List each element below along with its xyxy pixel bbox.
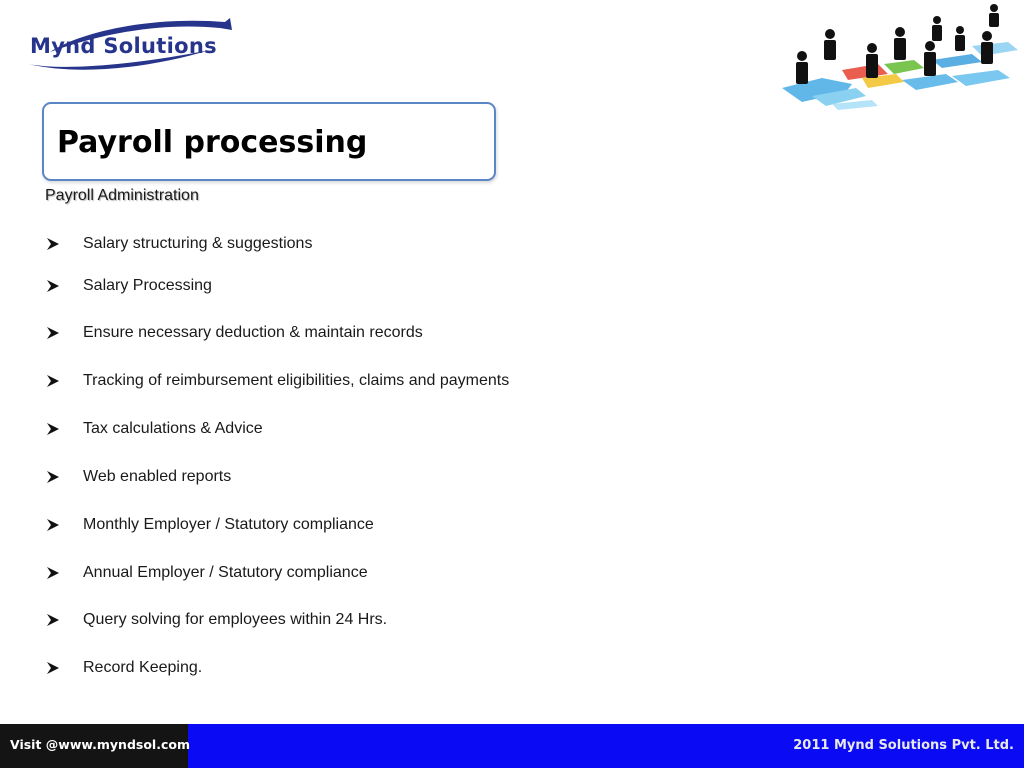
slide-title: Payroll processing: [57, 125, 368, 160]
arrow-bullet-icon: [45, 517, 61, 533]
list-item-text: Salary Processing: [83, 277, 212, 294]
business-people-illustration-icon: [772, 0, 1024, 112]
arrow-bullet-icon: [45, 373, 61, 389]
footer-visit-text[interactable]: Visit @www.myndsol.com: [10, 737, 190, 752]
arrow-bullet-icon: [45, 469, 61, 485]
arrow-bullet-icon: [45, 325, 61, 341]
list-item-text: Record Keeping.: [83, 659, 203, 676]
list-item-text: Monthly Employer / Statutory compliance: [83, 516, 374, 533]
logo-text: Mynd Solutions: [30, 34, 217, 58]
list-item-text: Tax calculations & Advice: [83, 420, 263, 437]
list-item-text: Salary structuring & suggestions: [83, 235, 313, 252]
footer-bar: [0, 724, 1024, 768]
company-logo: [20, 12, 270, 74]
list-item-text: Ensure necessary deduction & maintain records: [83, 324, 423, 341]
slide-subtitle: Payroll Administration: [45, 187, 199, 204]
list-item-text: Annual Employer / Statutory compliance: [83, 564, 368, 581]
arrow-bullet-icon: [45, 660, 61, 676]
arrow-bullet-icon: [45, 236, 61, 252]
arrow-bullet-icon: [45, 278, 61, 294]
arrow-bullet-icon: [45, 612, 61, 628]
list-item-text: Query solving for employees within 24 Hrs.: [83, 611, 388, 628]
footer-copyright: 2011 Mynd Solutions Pvt. Ltd.: [793, 738, 1014, 753]
footer-visit-link[interactable]: [0, 724, 188, 768]
list-item-text: Tracking of reimbursement eligibilities, claims and payments: [83, 372, 510, 389]
arrow-bullet-icon: [45, 565, 61, 581]
arrow-bullet-icon: [45, 421, 61, 437]
list-item-text: Web enabled reports: [83, 468, 232, 485]
title-box: [42, 102, 496, 181]
